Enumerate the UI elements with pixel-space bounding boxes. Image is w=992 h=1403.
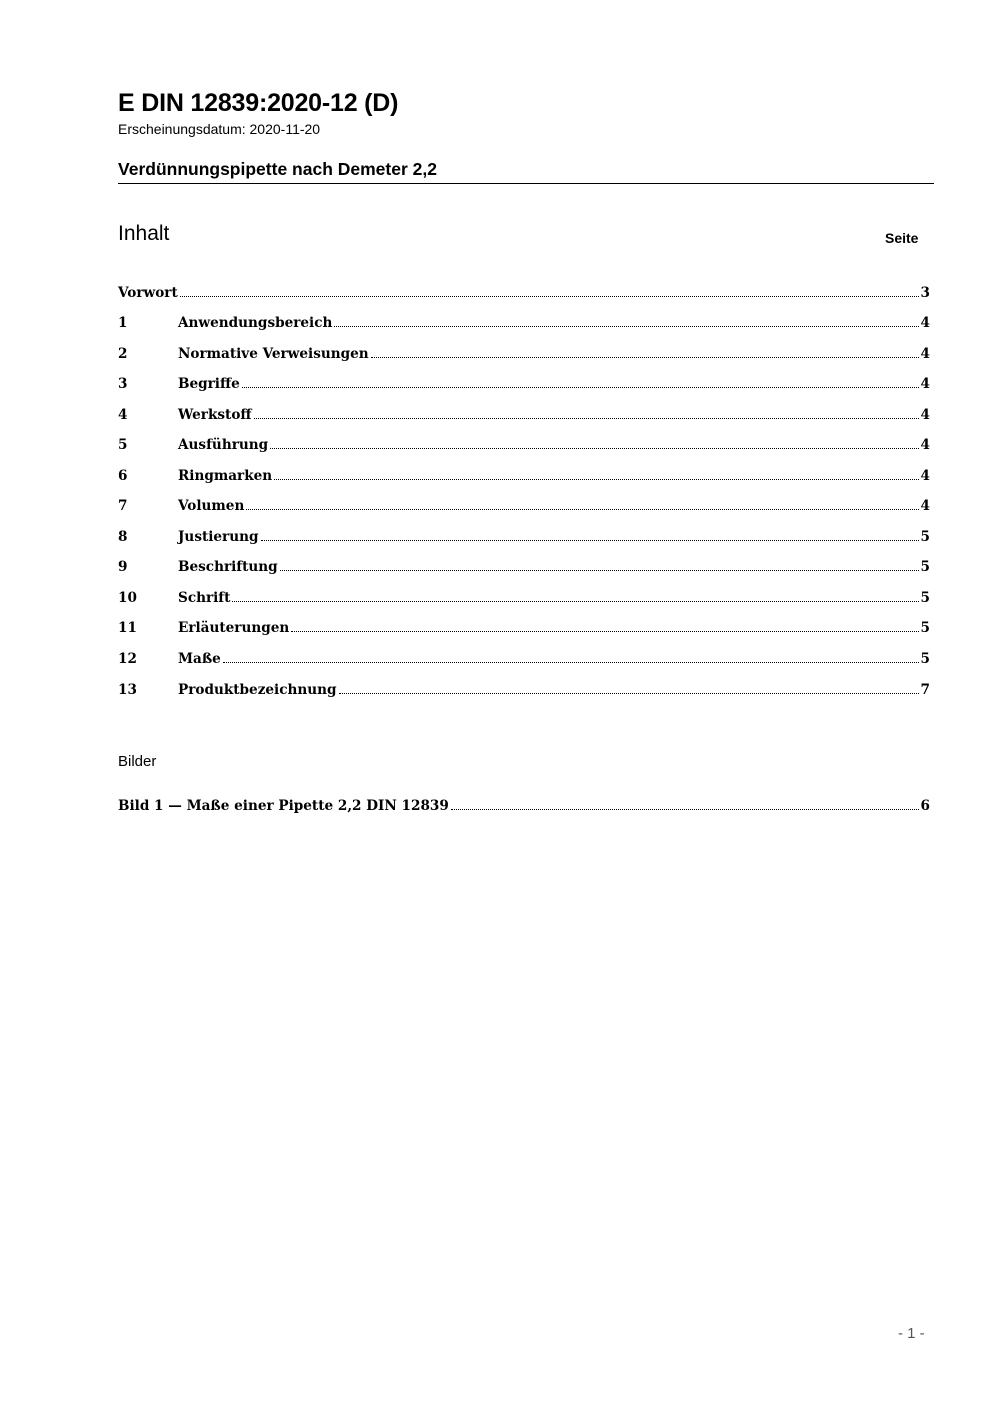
toc-entry-number: 3 bbox=[118, 376, 128, 392]
toc-entry-page: 5 bbox=[920, 559, 930, 575]
toc-entry-label: Maße bbox=[178, 651, 221, 667]
toc-leader bbox=[223, 662, 919, 663]
toc-leader bbox=[270, 448, 918, 449]
toc-entry-label: Werkstoff bbox=[178, 407, 252, 423]
toc-entry-page: 3 bbox=[920, 285, 930, 301]
toc-entry-page: 4 bbox=[920, 407, 930, 423]
toc-entry-6[interactable] bbox=[118, 462, 930, 484]
toc-entry-label: Justierung bbox=[178, 529, 259, 545]
toc-entry-1[interactable] bbox=[118, 309, 930, 331]
title-rule bbox=[118, 183, 934, 184]
toc-entry-5[interactable] bbox=[118, 431, 930, 453]
toc-entry-number: 2 bbox=[118, 346, 128, 362]
toc-entry-number: 12 bbox=[118, 651, 137, 667]
toc-entry-13[interactable] bbox=[118, 676, 930, 698]
toc-entry-page: 4 bbox=[920, 346, 930, 362]
toc-entry-label: Anwendungsbereich bbox=[178, 315, 333, 331]
toc-leader bbox=[246, 509, 918, 510]
toc-entry-11[interactable] bbox=[118, 614, 930, 636]
toc-entry-8[interactable] bbox=[118, 523, 930, 545]
toc-entry-page: 7 bbox=[920, 682, 930, 698]
toc-entry-number: 11 bbox=[118, 620, 137, 636]
toc-leader bbox=[334, 326, 918, 327]
toc-leader bbox=[261, 540, 919, 541]
toc-entry-12[interactable] bbox=[118, 645, 930, 667]
toc-entry-3[interactable] bbox=[118, 370, 930, 392]
toc-leader bbox=[339, 693, 919, 694]
toc-entry-label: Erläuterungen bbox=[178, 620, 290, 636]
toc-entry-number: 4 bbox=[118, 407, 128, 423]
toc-entry-9[interactable] bbox=[118, 553, 930, 575]
toc-leader bbox=[291, 631, 918, 632]
toc-leader bbox=[371, 357, 919, 358]
document-title: Verdünnungspipette nach Demeter 2,2 bbox=[118, 159, 437, 179]
toc-leader bbox=[280, 570, 919, 571]
toc-entry-number: 6 bbox=[118, 468, 128, 484]
toc-entry-number: 7 bbox=[118, 498, 128, 514]
toc-heading: Inhalt bbox=[118, 222, 170, 245]
toc-entry-page: 5 bbox=[920, 620, 930, 636]
toc-entry-page: 5 bbox=[920, 529, 930, 545]
toc-entry-label: Volumen bbox=[178, 498, 245, 514]
figures-heading: Bilder bbox=[118, 753, 157, 770]
toc-entry-number: 8 bbox=[118, 529, 128, 545]
toc-entry-label: Ausführung bbox=[178, 437, 269, 453]
toc-entry-label: Begriffe bbox=[178, 376, 240, 392]
toc-entry-page: 4 bbox=[920, 437, 930, 453]
toc-leader bbox=[180, 296, 919, 297]
toc-entry-4[interactable] bbox=[118, 401, 930, 423]
toc-entry-page: 4 bbox=[920, 315, 930, 331]
toc-entry-number: 10 bbox=[118, 590, 137, 606]
toc-leader bbox=[451, 809, 919, 810]
toc-entry-number: 1 bbox=[118, 315, 128, 331]
toc-leader bbox=[254, 418, 919, 419]
page-column-label: Seite bbox=[885, 230, 919, 246]
toc-entry-label: Schrift bbox=[178, 590, 231, 606]
toc-entry-7[interactable] bbox=[118, 492, 930, 514]
toc-entry-page: 5 bbox=[920, 651, 930, 667]
toc-entry-number: 13 bbox=[118, 682, 137, 698]
toc-entry-number: 9 bbox=[118, 559, 128, 575]
toc-entry-page: 5 bbox=[920, 590, 930, 606]
figure-entry-1[interactable] bbox=[118, 792, 930, 814]
toc-entry-page: 4 bbox=[920, 468, 930, 484]
toc-entry-number: 5 bbox=[118, 437, 128, 453]
toc-entry-label: Beschriftung bbox=[178, 559, 278, 575]
toc-entry-label: Ringmarken bbox=[178, 468, 273, 484]
toc-entry-vorwort[interactable] bbox=[118, 279, 930, 301]
toc-entry-page: 4 bbox=[920, 376, 930, 392]
toc-leader bbox=[242, 387, 919, 388]
toc-entry-page: 4 bbox=[920, 498, 930, 514]
figure-entry-page: 6 bbox=[920, 798, 930, 814]
toc-entry-label: Produktbezeichnung bbox=[178, 682, 337, 698]
toc-entry-2[interactable] bbox=[118, 340, 930, 362]
toc-entry-label: Vorwort bbox=[118, 285, 178, 301]
page-number: - 1 - bbox=[898, 1325, 925, 1342]
figure-entry-label: Bild 1 — Maße einer Pipette 2,2 DIN 12839 bbox=[118, 798, 449, 814]
toc-entry-label: Normative Verweisungen bbox=[178, 346, 369, 362]
toc-leader bbox=[274, 479, 918, 480]
publication-date: Erscheinungsdatum: 2020-11-20 bbox=[118, 121, 321, 137]
document-id: E DIN 12839:2020-12 (D) bbox=[118, 89, 399, 117]
toc-entry-10[interactable] bbox=[118, 584, 930, 606]
toc-leader bbox=[232, 601, 918, 602]
